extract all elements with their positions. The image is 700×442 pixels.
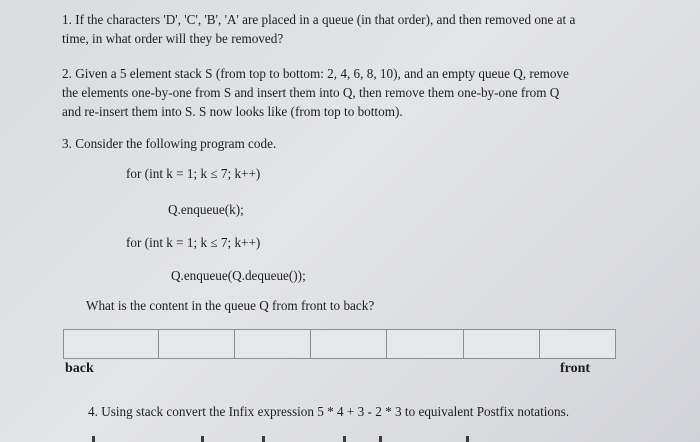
question-3-ask: What is the content in the queue Q from front to back?: [86, 298, 375, 313]
queue-cell[interactable]: [311, 330, 387, 358]
queue-cell[interactable]: [235, 330, 311, 358]
code-line-enqueue: Q.enqueue(k);: [168, 202, 244, 217]
question-4: 4. Using stack convert the Infix expression 5 * 4 + 3 - 2 * 3 to equivalent Postfix notations.: [88, 404, 570, 419]
queue-answer-table: [63, 329, 616, 359]
queue-cell[interactable]: [387, 330, 463, 358]
queue-cell[interactable]: [159, 330, 235, 358]
question-3-intro: 3. Consider the following program code.: [62, 136, 277, 151]
question-1: [62, 10, 575, 48]
question-1-line-1: 1. If the characters 'D', 'C', 'B', 'A' are placed in a queue (in that order), and then removed one at a: [62, 12, 576, 27]
question-2-line-1: 2. Given a 5 element stack S (from top to bottom: 2, 4, 6, 8, 10), and an empty queue Q, remove: [62, 66, 569, 81]
queue-cell[interactable]: [540, 330, 615, 358]
queue-back-label: back: [65, 361, 94, 376]
question-1-line-2: time, in what order will they be removed?: [62, 31, 284, 46]
question-2: [62, 64, 569, 121]
question-2-line-3: and re-insert them into S. S now looks like (from top to bottom).: [62, 104, 403, 119]
queue-cell[interactable]: [464, 330, 540, 358]
code-line-enqueue-dequeue: Q.enqueue(Q.dequeue());: [171, 268, 306, 283]
cut-off-text-fragments: [0, 432, 700, 442]
queue-front-label: front: [560, 361, 591, 376]
question-2-line-2: the elements one-by-one from S and insert them into Q, then remove them one-by-one from Q: [62, 85, 560, 100]
code-line-for-loop-1: for (int k = 1; k ≤ 7; k++): [126, 166, 261, 181]
code-line-for-loop-2: for (int k = 1; k ≤ 7; k++): [126, 235, 261, 250]
queue-cell[interactable]: [64, 330, 159, 358]
